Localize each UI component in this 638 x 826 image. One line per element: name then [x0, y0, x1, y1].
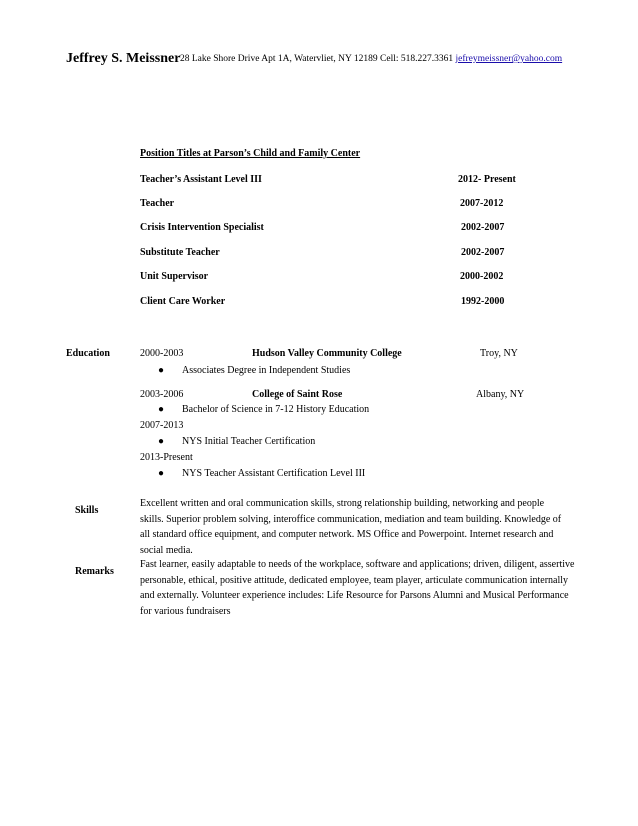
skills-line: Excellent written and oral communication skills, strong relationship building, networking and people [140, 498, 545, 509]
skills-text [140, 496, 590, 558]
education-years: 2000-2003 [140, 348, 184, 359]
education-label: Education [66, 348, 110, 359]
email-link[interactable]: jefreymeissner@yahoo.com [455, 54, 563, 64]
position-years: 2002-2007 [461, 222, 505, 233]
education-detail: NYS Teacher Assistant Certification Level III [182, 468, 366, 479]
skills-line: skills. Superior problem solving, interoffice communication, mediation and team building. Knowledge of [140, 513, 562, 525]
education-detail: Bachelor of Science in 7-12 History Education [182, 404, 370, 415]
position-years: 2007-2012 [460, 198, 504, 209]
positions-heading: Position Titles at Parson’s Child and Family Center [140, 148, 361, 159]
remarks-line: for various fundraisers [140, 605, 231, 617]
education-detail-item [158, 404, 369, 415]
education-location: Albany, NY [476, 389, 525, 400]
bullet-icon: ● [158, 404, 165, 415]
skills-line: social media. [140, 544, 193, 556]
education-years: 2007-2013 [140, 420, 184, 431]
bullet-icon: ● [158, 365, 165, 376]
position-years: 2000-2002 [460, 271, 504, 282]
remarks-line: Fast learner, easily adaptable to needs of the workplace, software and applications; driven, diligent, assertive [140, 559, 575, 570]
position-years: 2002-2007 [461, 247, 505, 258]
education-detail: Associates Degree in Independent Studies [182, 365, 351, 376]
contact-details: 28 Lake Shore Drive Apt 1A, Watervliet, NY 12189 Cell: 518.227.3361 [180, 54, 454, 64]
remarks-line: personable, ethical, positive attitude, dedicated employee, team player, articulate communication internally [140, 574, 569, 586]
bullet-icon: ● [158, 436, 165, 447]
position-years: 1992-2000 [461, 296, 505, 307]
education-detail-item [158, 436, 315, 447]
bullet-icon: ● [158, 468, 165, 479]
remarks-line: and externally. Volunteer experience includes: Life Resource for Parsons Alumni and Musical Performance [140, 590, 569, 601]
applicant-name: Jeffrey S. Meissner [66, 51, 181, 66]
position-title: Teacher’s Assistant Level III [140, 174, 262, 185]
position-title: Client Care Worker [140, 296, 226, 307]
education-detail-item [158, 468, 365, 479]
education-years: 2013-Present [140, 452, 193, 463]
education-detail-item [158, 365, 350, 376]
skills-line: all standard office equipment, and computer network. MS Office and Powerpoint. Internet research and [140, 529, 554, 540]
remarks-label: Remarks [75, 566, 114, 577]
education-school: College of Saint Rose [252, 389, 343, 400]
position-title: Crisis Intervention Specialist [140, 222, 264, 233]
education-years: 2003-2006 [140, 389, 184, 400]
contact-line [180, 54, 562, 64]
position-years: 2012- Present [458, 174, 516, 185]
education-school: Hudson Valley Community College [252, 348, 402, 359]
position-title: Substitute Teacher [140, 247, 220, 258]
remarks-text [140, 557, 590, 619]
skills-label: Skills [75, 505, 99, 516]
education-location: Troy, NY [480, 348, 518, 359]
position-title: Teacher [140, 198, 175, 209]
position-title: Unit Supervisor [140, 271, 209, 282]
education-detail: NYS Initial Teacher Certification [182, 436, 316, 447]
